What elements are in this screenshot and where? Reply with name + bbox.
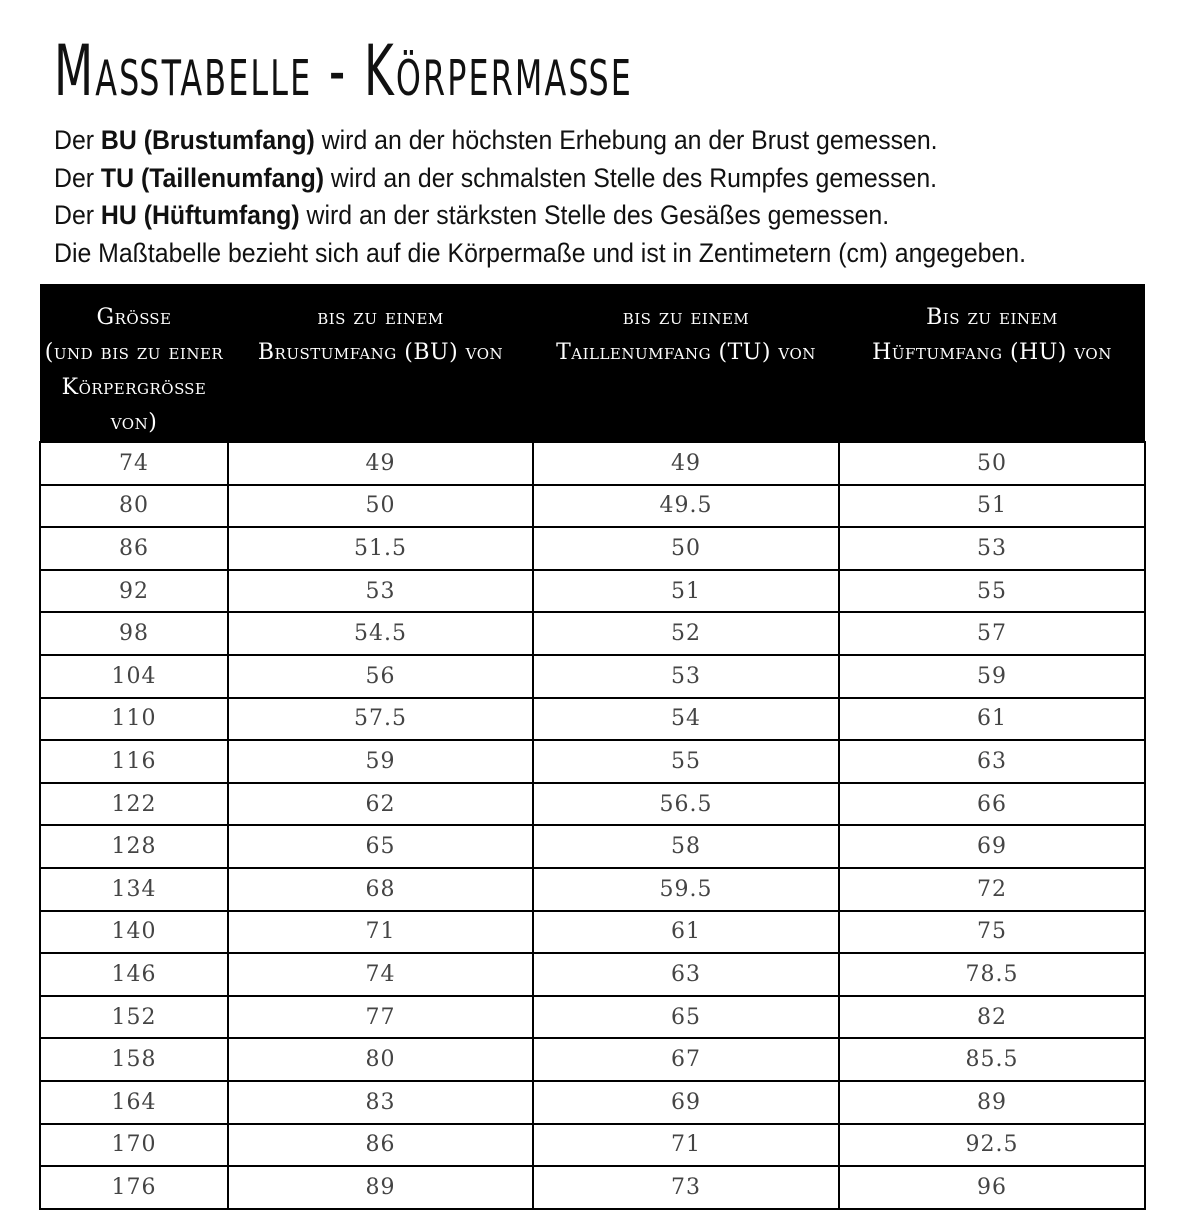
chest-cell: 89 [228,1166,533,1209]
size-cell: 164 [40,1081,228,1124]
hip-cell: 96 [839,1166,1145,1209]
table-row [40,911,1145,954]
waist-cell: 54 [533,698,839,741]
size-cell: 146 [40,953,228,996]
table-row [40,825,1145,868]
table-row [40,570,1145,613]
waist-cell: 67 [533,1038,839,1081]
header-chest: bis zu einem Brustumfang (BU) von [228,284,533,442]
waist-cell: 55 [533,740,839,783]
description-line-bu: Der BU (Brustumfang) wird an der höchsten Erhebung an der Brust gemessen. [54,125,938,155]
chest-cell: 68 [228,868,533,911]
size-cell: 116 [40,740,228,783]
description-line-hu: Der HU (Hüftumfang) wird an der stärksten Stelle des Gesäßes gemessen. [54,200,890,230]
table-row [40,485,1145,528]
hip-cell: 75 [839,911,1145,954]
description-line-units: Die Maßtabelle bezieht sich auf die Körpermaße und ist in Zentimetern (cm) angegeben. [54,237,1027,268]
chest-cell: 86 [228,1124,533,1167]
table-body [40,442,1145,1209]
chest-cell: 77 [228,996,533,1039]
waist-cell: 61 [533,911,839,954]
waist-cell: 49 [533,442,839,485]
waist-cell: 73 [533,1166,839,1209]
size-cell: 128 [40,825,228,868]
table-row [40,996,1145,1039]
header-waist: bis zu einem Taillenumfang (TU) von [533,284,839,442]
hip-cell: 82 [839,996,1145,1039]
hip-cell: 51 [839,485,1145,528]
chest-cell: 50 [228,485,533,528]
header-hip: Bis zu einem Hüftumfang (HU) von [839,284,1145,442]
waist-cell: 65 [533,996,839,1039]
chest-cell: 80 [228,1038,533,1081]
description [54,122,1164,272]
waist-cell: 71 [533,1124,839,1167]
waist-cell: 51 [533,570,839,613]
waist-cell: 63 [533,953,839,996]
size-cell: 110 [40,698,228,741]
table-row [40,1081,1145,1124]
table-row [40,698,1145,741]
size-cell: 80 [40,485,228,528]
table-header-row [40,284,1145,442]
hip-cell: 69 [839,825,1145,868]
hip-cell: 72 [839,868,1145,911]
waist-cell: 59.5 [533,868,839,911]
chest-cell: 53 [228,570,533,613]
size-cell: 134 [40,868,228,911]
chest-cell: 71 [228,911,533,954]
hip-cell: 55 [839,570,1145,613]
waist-cell: 56.5 [533,783,839,826]
page-title: Maßtabelle - Körpermaße [54,30,634,112]
chest-cell: 56 [228,655,533,698]
chest-cell: 54.5 [228,612,533,655]
size-cell: 170 [40,1124,228,1167]
table-row [40,953,1145,996]
hip-cell: 78.5 [839,953,1145,996]
chest-cell: 74 [228,953,533,996]
description-line-tu: Der TU (Taillenumfang) wird an der schmalsten Stelle des Rumpfes gemessen. [54,162,938,193]
hip-cell: 53 [839,527,1145,570]
hip-cell: 63 [839,740,1145,783]
size-cell: 74 [40,442,228,485]
table-row [40,740,1145,783]
hip-cell: 92.5 [839,1124,1145,1167]
waist-cell: 58 [533,825,839,868]
size-cell: 152 [40,996,228,1039]
size-cell: 92 [40,570,228,613]
waist-cell: 69 [533,1081,839,1124]
hip-cell: 57 [839,612,1145,655]
size-cell: 104 [40,655,228,698]
table-row [40,655,1145,698]
chest-cell: 57.5 [228,698,533,741]
table-row [40,612,1145,655]
hip-cell: 89 [839,1081,1145,1124]
chest-cell: 65 [228,825,533,868]
chest-cell: 49 [228,442,533,485]
size-cell: 158 [40,1038,228,1081]
chest-cell: 51.5 [228,527,533,570]
size-cell: 140 [40,911,228,954]
size-cell: 122 [40,783,228,826]
table-row [40,1124,1145,1167]
size-cell: 98 [40,612,228,655]
table-row [40,527,1145,570]
table-row [40,442,1145,485]
table-row [40,1038,1145,1081]
hip-cell: 85.5 [839,1038,1145,1081]
hip-cell: 61 [839,698,1145,741]
table-row [40,783,1145,826]
chest-cell: 83 [228,1081,533,1124]
hip-cell: 59 [839,655,1145,698]
size-table [39,284,1146,1210]
hip-cell: 50 [839,442,1145,485]
chest-cell: 62 [228,783,533,826]
waist-cell: 53 [533,655,839,698]
header-size: Größe (und bis zu einer Körpergröße von) [40,284,228,442]
waist-cell: 50 [533,527,839,570]
waist-cell: 52 [533,612,839,655]
chest-cell: 59 [228,740,533,783]
hip-cell: 66 [839,783,1145,826]
waist-cell: 49.5 [533,485,839,528]
table-row [40,868,1145,911]
size-cell: 86 [40,527,228,570]
size-cell: 176 [40,1166,228,1209]
table-row [40,1166,1145,1209]
